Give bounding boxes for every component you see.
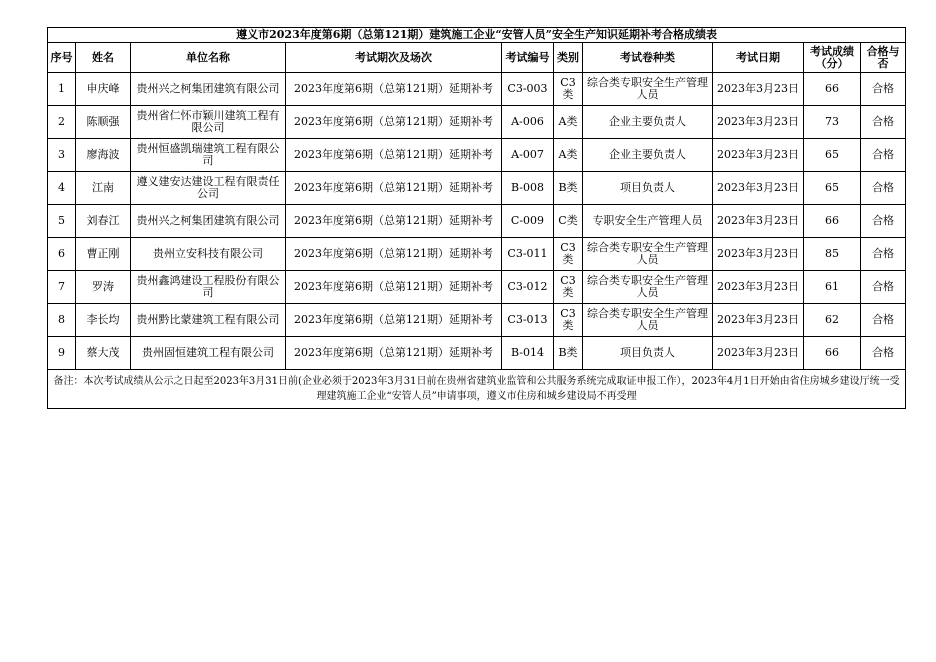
- score-cell: 66: [804, 205, 861, 238]
- category-cell: A类: [554, 106, 583, 139]
- category-cell: C类: [554, 205, 583, 238]
- exam-no-cell: A-006: [502, 106, 554, 139]
- header-cell-result: 合格与否: [861, 43, 906, 73]
- category-cell: C3类: [554, 238, 583, 271]
- session-cell: 2023年度第6期（总第121期）延期补考: [286, 106, 502, 139]
- table-row: [48, 106, 906, 139]
- category-cell: C3类: [554, 304, 583, 337]
- exam-no-cell: C3-013: [502, 304, 554, 337]
- note-text: 备注：本次考试成绩从公示之日起至2023年3月31日前(企业必须于2023年3月31日前在贵州省建筑业监管和公共服务系统完成取证申报工作），2023年4月1日开始由省住房城乡建设厅统一受理建筑施工企业“安管人员”申请事项，遵义市住房和城乡建设局不再受理: [48, 370, 906, 409]
- name-cell: 刘春江: [76, 205, 131, 238]
- header-cell-exam-no: 考试编号: [502, 43, 554, 73]
- date-cell: 2023年3月23日: [713, 238, 804, 271]
- session-cell: 2023年度第6期（总第121期）延期补考: [286, 271, 502, 304]
- result-cell: 合格: [861, 304, 906, 337]
- note-row: [48, 370, 906, 409]
- date-cell: 2023年3月23日: [713, 106, 804, 139]
- index-cell: 1: [48, 73, 76, 106]
- index-cell: 6: [48, 238, 76, 271]
- session-cell: 2023年度第6期（总第121期）延期补考: [286, 205, 502, 238]
- name-cell: 蔡大茂: [76, 337, 131, 370]
- paper-type-cell: 企业主要负责人: [583, 106, 713, 139]
- name-cell: 罗涛: [76, 271, 131, 304]
- paper-type-cell: 综合类专职安全生产管理人员: [583, 73, 713, 106]
- table-row: [48, 271, 906, 304]
- result-cell: 合格: [861, 172, 906, 205]
- result-cell: 合格: [861, 205, 906, 238]
- company-cell: 贵州省仁怀市颖川建筑工程有限公司: [131, 106, 286, 139]
- paper-type-cell: 综合类专职安全生产管理人员: [583, 238, 713, 271]
- table-row: [48, 139, 906, 172]
- result-cell: 合格: [861, 337, 906, 370]
- company-cell: 贵州兴之柯集团建筑有限公司: [131, 73, 286, 106]
- company-cell: 贵州鑫鸿建设工程股份有限公司: [131, 271, 286, 304]
- company-cell: 贵州兴之柯集团建筑有限公司: [131, 205, 286, 238]
- score-cell: 66: [804, 337, 861, 370]
- table-row: [48, 337, 906, 370]
- exam-no-cell: C3-011: [502, 238, 554, 271]
- date-cell: 2023年3月23日: [713, 304, 804, 337]
- category-cell: C3类: [554, 73, 583, 106]
- exam-no-cell: C-009: [502, 205, 554, 238]
- name-cell: 申庆峰: [76, 73, 131, 106]
- header-cell-paper-type: 考试卷种类: [583, 43, 713, 73]
- header-cell-category: 类别: [554, 43, 583, 73]
- header-cell-date: 考试日期: [713, 43, 804, 73]
- table-title: 遵义市2023年度第6期（总第121期）建筑施工企业“安管人员”安全生产知识延期补考合格成绩表: [48, 28, 906, 43]
- date-cell: 2023年3月23日: [713, 172, 804, 205]
- index-cell: 3: [48, 139, 76, 172]
- results-sheet: [47, 27, 905, 409]
- header-cell-name: 姓名: [76, 43, 131, 73]
- title-row: [48, 28, 906, 43]
- index-cell: 5: [48, 205, 76, 238]
- table-row: [48, 172, 906, 205]
- date-cell: 2023年3月23日: [713, 139, 804, 172]
- paper-type-cell: 综合类专职安全生产管理人员: [583, 304, 713, 337]
- company-cell: 贵州恒盛凯瑞建筑工程有限公司: [131, 139, 286, 172]
- exam-no-cell: A-007: [502, 139, 554, 172]
- exam-no-cell: C3-003: [502, 73, 554, 106]
- score-cell: 85: [804, 238, 861, 271]
- category-cell: B类: [554, 172, 583, 205]
- date-cell: 2023年3月23日: [713, 73, 804, 106]
- score-cell: 73: [804, 106, 861, 139]
- result-cell: 合格: [861, 139, 906, 172]
- score-cell: 61: [804, 271, 861, 304]
- name-cell: 廖海波: [76, 139, 131, 172]
- table-row: [48, 73, 906, 106]
- date-cell: 2023年3月23日: [713, 337, 804, 370]
- score-cell: 66: [804, 73, 861, 106]
- exam-no-cell: C3-012: [502, 271, 554, 304]
- paper-type-cell: 企业主要负责人: [583, 139, 713, 172]
- company-cell: 遵义建安达建设工程有限责任公司: [131, 172, 286, 205]
- company-cell: 贵州固恒建筑工程有限公司: [131, 337, 286, 370]
- category-cell: B类: [554, 337, 583, 370]
- category-cell: C3类: [554, 271, 583, 304]
- company-cell: 贵州黔比蒙建筑工程有限公司: [131, 304, 286, 337]
- paper-type-cell: 专职安全生产管理人员: [583, 205, 713, 238]
- result-cell: 合格: [861, 73, 906, 106]
- session-cell: 2023年度第6期（总第121期）延期补考: [286, 238, 502, 271]
- session-cell: 2023年度第6期（总第121期）延期补考: [286, 337, 502, 370]
- score-cell: 65: [804, 172, 861, 205]
- table-row: [48, 304, 906, 337]
- session-cell: 2023年度第6期（总第121期）延期补考: [286, 73, 502, 106]
- index-cell: 8: [48, 304, 76, 337]
- header-cell-company: 单位名称: [131, 43, 286, 73]
- index-cell: 2: [48, 106, 76, 139]
- results-table: [47, 27, 906, 409]
- result-cell: 合格: [861, 238, 906, 271]
- index-cell: 7: [48, 271, 76, 304]
- name-cell: 曹正刚: [76, 238, 131, 271]
- header-cell-score: 考试成绩（分）: [804, 43, 861, 73]
- header-cell-index: 序号: [48, 43, 76, 73]
- table-row: [48, 238, 906, 271]
- score-cell: 62: [804, 304, 861, 337]
- session-cell: 2023年度第6期（总第121期）延期补考: [286, 304, 502, 337]
- paper-type-cell: 项目负责人: [583, 337, 713, 370]
- score-cell: 65: [804, 139, 861, 172]
- session-cell: 2023年度第6期（总第121期）延期补考: [286, 172, 502, 205]
- session-cell: 2023年度第6期（总第121期）延期补考: [286, 139, 502, 172]
- name-cell: 李长均: [76, 304, 131, 337]
- paper-type-cell: 综合类专职安全生产管理人员: [583, 271, 713, 304]
- paper-type-cell: 项目负责人: [583, 172, 713, 205]
- table-row: [48, 205, 906, 238]
- table-body: [48, 73, 906, 370]
- name-cell: 陈顺强: [76, 106, 131, 139]
- header-cell-session: 考试期次及场次: [286, 43, 502, 73]
- index-cell: 9: [48, 337, 76, 370]
- name-cell: 江南: [76, 172, 131, 205]
- index-cell: 4: [48, 172, 76, 205]
- date-cell: 2023年3月23日: [713, 205, 804, 238]
- category-cell: A类: [554, 139, 583, 172]
- company-cell: 贵州立安科技有限公司: [131, 238, 286, 271]
- exam-no-cell: B-014: [502, 337, 554, 370]
- exam-no-cell: B-008: [502, 172, 554, 205]
- result-cell: 合格: [861, 271, 906, 304]
- result-cell: 合格: [861, 106, 906, 139]
- date-cell: 2023年3月23日: [713, 271, 804, 304]
- header-row: [48, 43, 906, 73]
